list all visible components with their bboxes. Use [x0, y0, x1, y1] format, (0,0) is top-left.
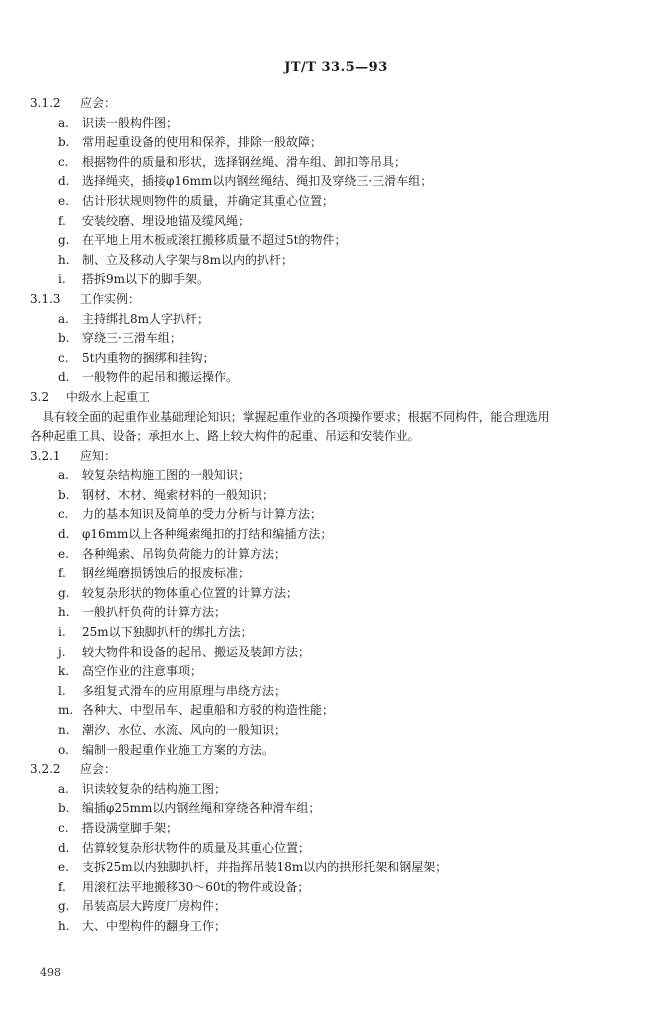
section-title: 工作实例：: [80, 291, 141, 306]
list-item: [30, 368, 636, 388]
item-label: d.: [58, 527, 70, 542]
item-label: b.: [58, 801, 70, 816]
list-item: [30, 525, 636, 545]
item-text: 用滚杠法平地搬移30～60t的物件或设备；: [82, 879, 310, 894]
item-text: 较复杂结构施工图的一般知识；: [82, 468, 251, 483]
item-label: c.: [58, 507, 69, 522]
list-item: [30, 329, 636, 349]
item-text: 一般物件的起吊和搬运操作。: [82, 370, 239, 385]
item-text: 选择绳夹，插接φ16mm以内钢丝绳结、绳扣及穿绕三·三滑车组；: [82, 174, 433, 189]
list-item: [30, 623, 636, 643]
item-text: 支拆25m以内独脚扒杆，并指挥吊装18m以内的拱形托架和钢屋架；: [82, 860, 448, 875]
item-label: m.: [58, 703, 74, 718]
item-text: 估计形状规则物件的质量，并确定其重心位置；: [82, 193, 335, 208]
item-text: 一般扒杆负荷的计算方法；: [82, 605, 227, 620]
item-label: a.: [58, 115, 69, 130]
list-item: [30, 505, 636, 525]
section-heading: [30, 290, 636, 310]
item-text: 搭设满堂脚手架；: [82, 820, 179, 835]
list-item: [30, 251, 636, 271]
item-text: 安装绞磨、埋设地锚及缆风绳；: [82, 213, 251, 228]
list-item: [30, 133, 636, 153]
item-label: b.: [58, 135, 70, 150]
paragraph-line: 各种起重工具、设备；承担水上、路上较大构件的起重、吊运和安装作业。: [30, 429, 420, 444]
list-item: [30, 114, 636, 134]
item-text: 各种绳索、吊钩负荷能力的计算方法；: [82, 546, 287, 561]
list-item: [30, 721, 636, 741]
item-label: b.: [58, 331, 70, 346]
item-text: 力的基本知识及简单的受力分析与计算方法；: [82, 507, 323, 522]
list-item: [30, 799, 636, 819]
item-label: i.: [58, 272, 66, 287]
page-number: 498: [40, 966, 61, 979]
item-text: 识读较复杂的结构施工图；: [82, 781, 227, 796]
item-text: 各种大、中型吊车、起重船和方驳的构造性能；: [82, 703, 335, 718]
list-item: [30, 780, 636, 800]
item-label: c.: [58, 350, 69, 365]
item-label: a.: [58, 311, 69, 326]
chapter-number: 3.2: [30, 389, 50, 404]
item-text: 穿绕三·三滑车组；: [82, 331, 182, 346]
item-text: 估算较复杂形状物件的质量及其重心位置；: [82, 840, 311, 855]
item-label: o.: [58, 742, 69, 757]
item-label: g.: [58, 899, 70, 914]
item-label: a.: [58, 781, 69, 796]
item-text: 钢材、木材、绳索材料的一般知识；: [82, 487, 275, 502]
item-label: h.: [58, 605, 70, 620]
item-text: 多组复式滑车的应用原理与串绕方法；: [82, 683, 287, 698]
item-label: g.: [58, 585, 70, 600]
item-label: i.: [58, 625, 66, 640]
item-label: g.: [58, 233, 70, 248]
list-item: [30, 310, 636, 330]
item-label: d.: [58, 840, 70, 855]
list-item: [30, 858, 636, 878]
item-label: e.: [58, 546, 69, 561]
item-text: 编插φ25mm以内钢丝绳和穿绕各种滑车组；: [82, 801, 321, 816]
list-item: [30, 466, 636, 486]
list-item: [30, 212, 636, 232]
item-label: f.: [58, 566, 66, 581]
item-label: d.: [58, 174, 70, 189]
item-label: a.: [58, 468, 69, 483]
list-item: [30, 741, 636, 761]
item-text: 识读一般构件图；: [82, 115, 179, 130]
list-item: [30, 349, 636, 369]
item-label: h.: [58, 918, 70, 933]
item-text: 钢丝绳磨损锈蚀后的报废标准；: [82, 566, 251, 581]
section-number: 3.1.3: [30, 291, 61, 306]
list-item: [30, 897, 636, 917]
standard-code-header: JT/T 33.5—93: [284, 60, 388, 75]
item-text: 潮汐、水位、水流、风向的一般知识；: [82, 723, 287, 737]
item-text: 在平地上用木板或滚扛搬移质量不超过5t的物件；: [82, 233, 347, 248]
list-item: [30, 584, 636, 604]
item-text: 5t内重物的捆绑和挂钩；: [82, 350, 215, 365]
item-text: 大、中型构件的翻身工作；: [82, 918, 227, 933]
item-text: 高空作业的注意事项；: [82, 664, 203, 679]
section-heading: [30, 760, 636, 780]
item-text: φ16mm以上各种绳索绳扣的打结和编插方法；: [82, 527, 333, 542]
item-label: d.: [58, 370, 70, 385]
item-label: b.: [58, 487, 70, 502]
list-item: [30, 486, 636, 506]
section-title: 应会：: [80, 96, 117, 110]
list-item: [30, 643, 636, 663]
section-title: 应知：: [80, 448, 117, 463]
chapter-heading: [30, 388, 636, 408]
item-label: e.: [58, 193, 69, 208]
item-label: l.: [58, 683, 66, 698]
item-text: 制、立及移动人字架与8m以内的扒杆；: [82, 252, 294, 267]
item-text: 25m以下独脚扒杆的绑扎方法；: [82, 625, 253, 640]
item-label: h.: [58, 252, 70, 267]
paragraph-line: 具有较全面的起重作业基础理论知识；掌握起重作业的各项操作要求；根据不同构件，能合理选用: [42, 409, 550, 424]
item-label: c.: [58, 820, 69, 835]
item-label: k.: [58, 664, 70, 679]
list-item: [30, 153, 636, 173]
chapter-title: 中级水上起重工: [66, 389, 151, 404]
list-item: [30, 545, 636, 565]
list-item: [30, 564, 636, 584]
item-label: e.: [58, 860, 69, 875]
item-text: 较大物件和设备的起吊、搬运及装卸方法；: [82, 644, 311, 659]
item-text: 编制一般起重作业施工方案的方法。: [82, 742, 275, 757]
document-body: [30, 94, 636, 937]
section-number: 3.2.2: [30, 762, 61, 777]
list-item: [30, 172, 636, 192]
item-label: f.: [58, 213, 66, 228]
item-label: n.: [58, 723, 70, 737]
item-text: 常用起重设备的使用和保养，排除一般故障；: [82, 135, 323, 150]
item-label: f.: [58, 879, 66, 894]
section-number: 3.1.2: [30, 96, 61, 110]
list-item: [30, 231, 636, 251]
list-item: [30, 839, 636, 859]
list-item: [30, 878, 636, 898]
list-item: [30, 192, 636, 212]
section-number: 3.2.1: [30, 448, 61, 463]
list-item: [30, 701, 636, 721]
list-item: [30, 270, 636, 290]
list-item: [30, 603, 636, 623]
section-heading: [30, 447, 636, 467]
section-heading: [30, 94, 636, 114]
item-text: 主持绑扎8m人字扒杆；: [82, 311, 210, 326]
item-text: 根据物件的质量和形状，选择钢丝绳、滑车组、卸扣等吊具；: [82, 154, 407, 169]
list-item: [30, 819, 636, 839]
item-label: c.: [58, 154, 69, 169]
item-text: 搭拆9m以下的脚手架。: [82, 272, 210, 287]
list-item: [30, 662, 636, 682]
list-item: [30, 682, 636, 702]
item-text: 吊装高层大跨度厂房构件；: [82, 899, 227, 914]
item-label: j.: [58, 644, 66, 659]
section-title: 应会：: [80, 762, 117, 777]
list-item: [30, 917, 636, 937]
item-text: 较复杂形状的物体重心位置的计算方法；: [82, 585, 299, 600]
